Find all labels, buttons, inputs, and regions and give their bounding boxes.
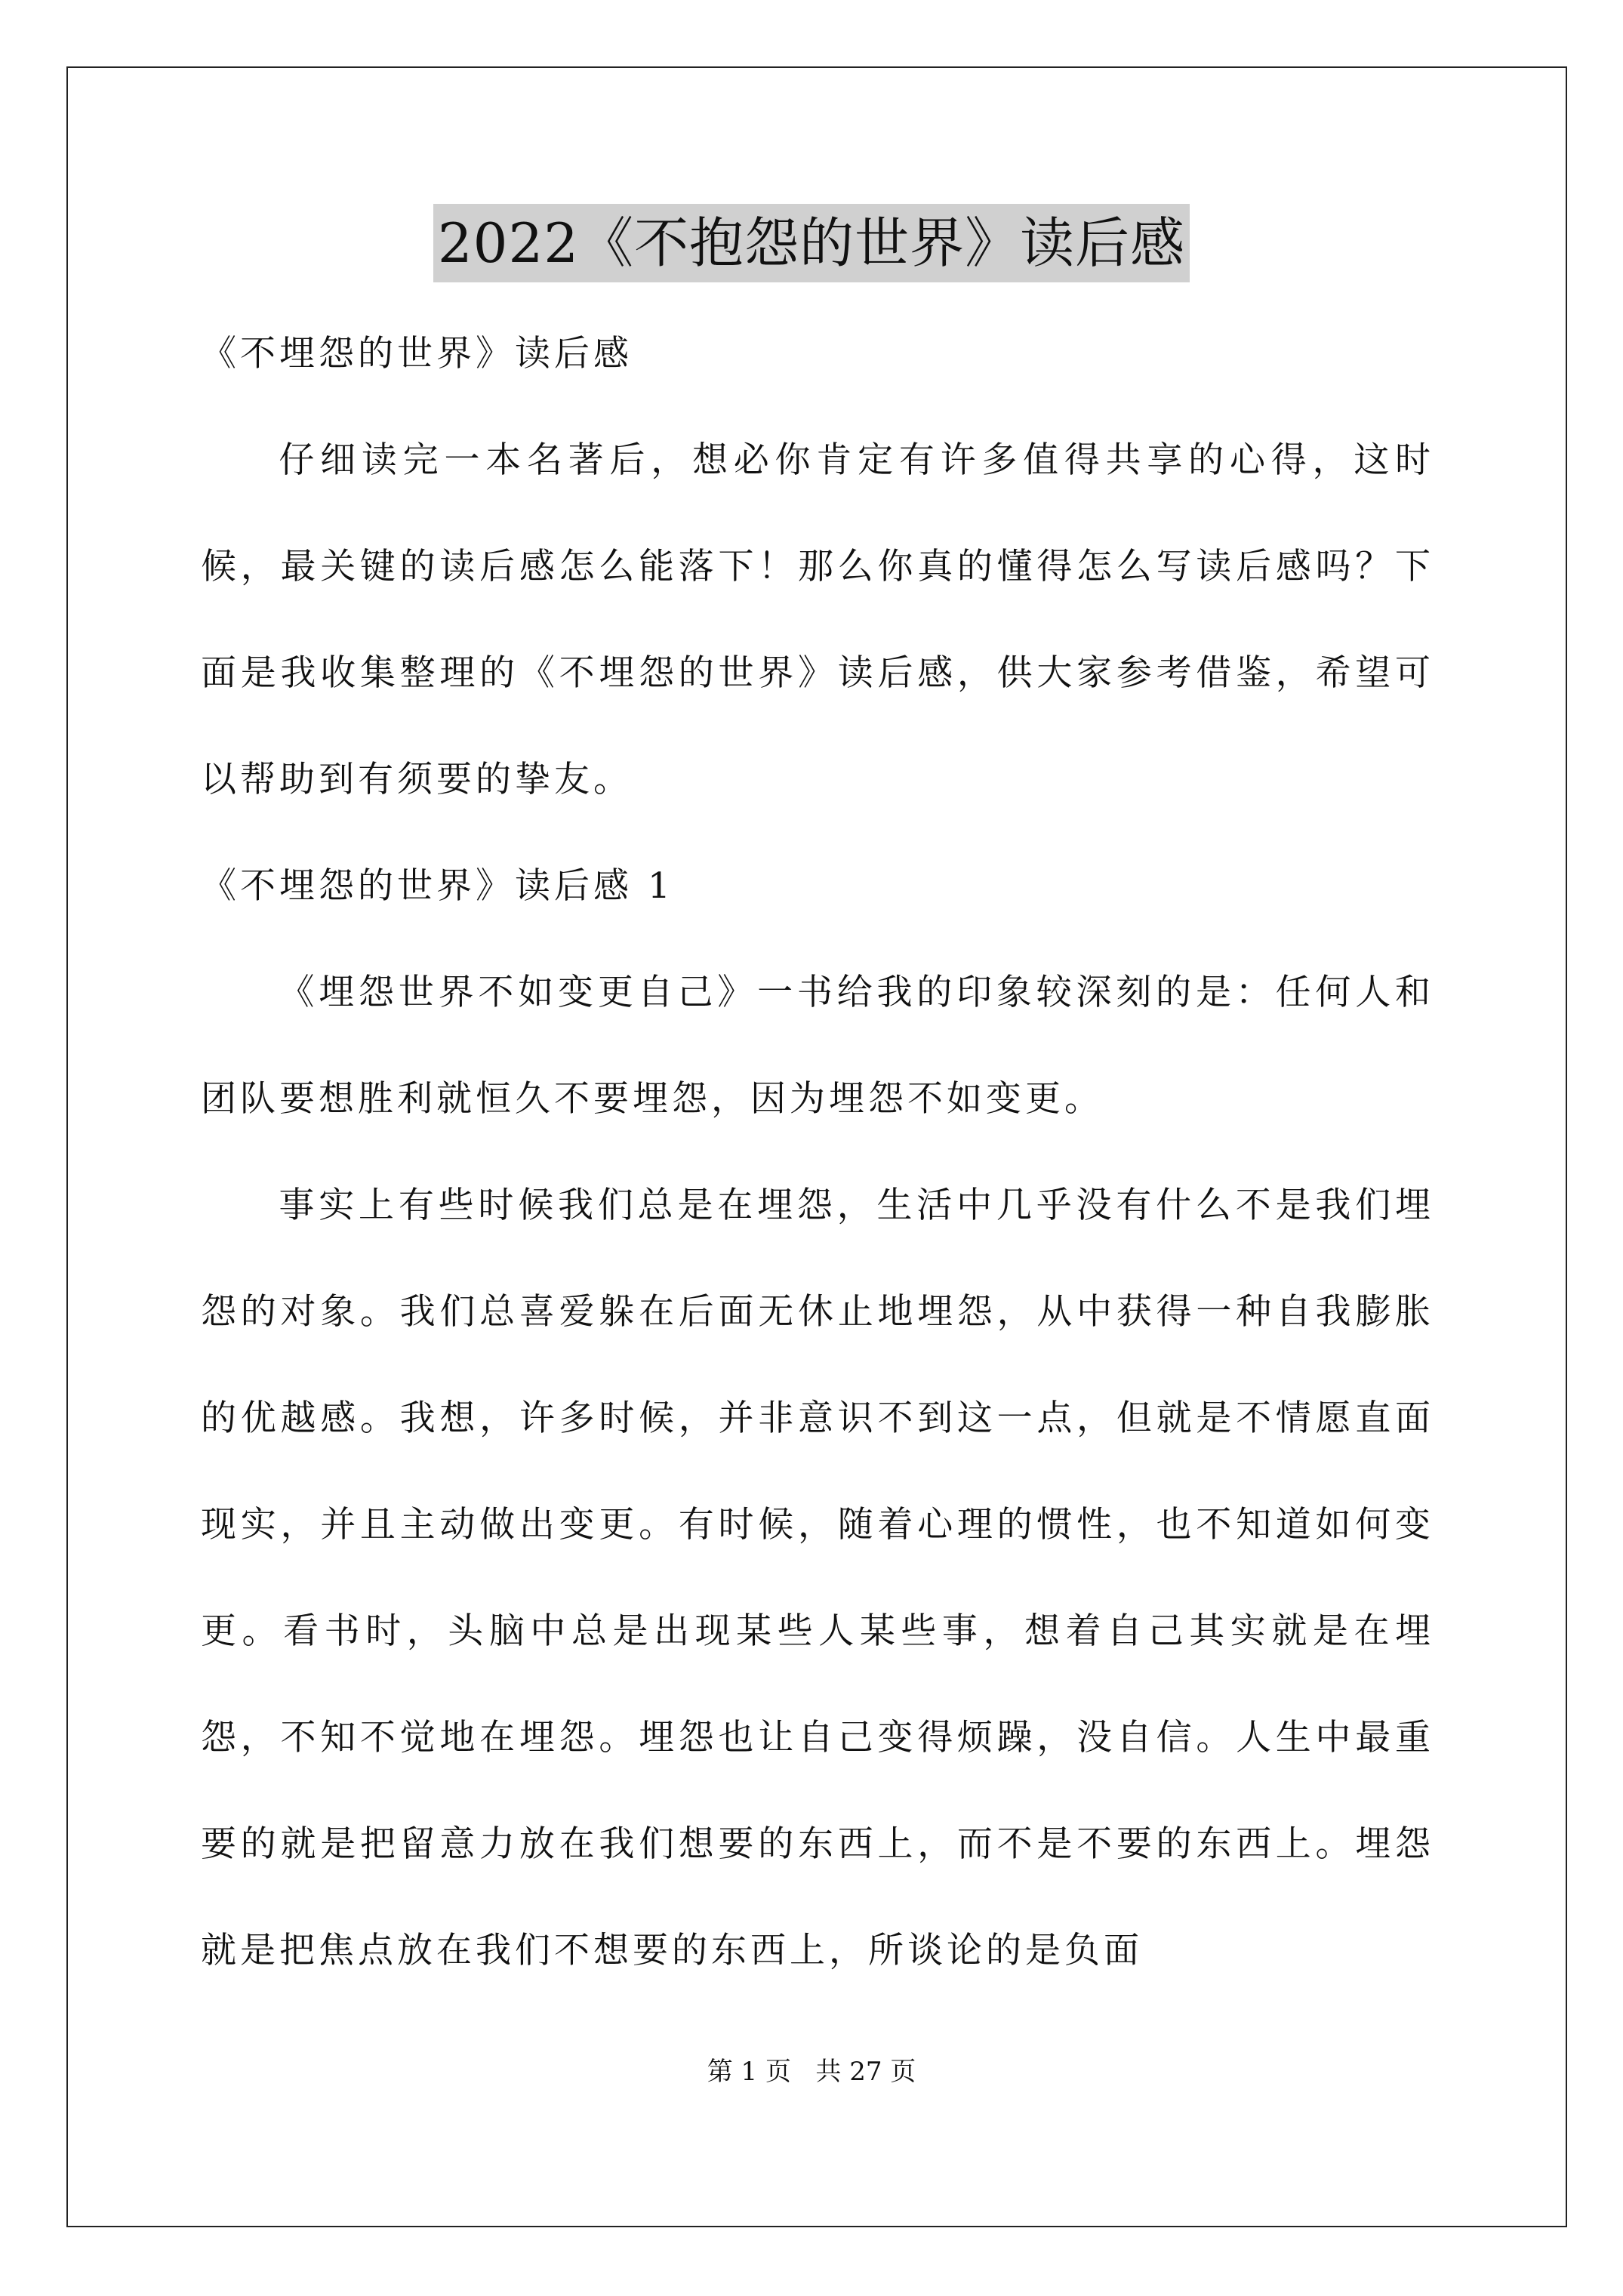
section-heading: 《不埋怨的世界》读后感 bbox=[201, 333, 633, 374]
document-body bbox=[201, 300, 1434, 2004]
title-container bbox=[0, 204, 1623, 282]
body-paragraph: 事实上有些时候我们总是在埋怨，生活中几乎没有什么不是我们埋怨的对象。我们总喜爱躲在后面无休止地埋怨，从中获得一种自我膨胀的优越感。我想，许多时候，并非意识不到这一点，但就是不情愿直面现实，并且主动做出变更。有时候，随着心理的惯性，也不知道如何变更。看书时，头脑中总是出现某些人某些事，想着自己其实就是在埋怨，不知不觉地在埋怨。埋怨也让自己变得烦躁，没自信。人生中最重要的就是把留意力放在我们想要的东西上，而不是不要的东西上。埋怨就是把焦点放在我们不想要的东西上，所谈论的是负面 bbox=[201, 1185, 1434, 1971]
section-heading: 《不埋怨的世界》读后感 1 bbox=[201, 865, 674, 907]
body-paragraph: 仔细读完一本名著后，想必你肯定有许多值得共享的心得，这时候，最关键的读后感怎么能落下！那么你真的懂得怎么写读后感吗？下面是我收集整理的《不埋怨的世界》读后感，供大家参考借鉴，希望可以帮助到有须要的挚友。 bbox=[201, 439, 1434, 800]
page-footer: 第 1 页 共 27 页 bbox=[707, 2057, 916, 2087]
body-paragraph: 《埋怨世界不如变更自己》一书给我的印象较深刻的是：任何人和团队要想胜利就恒久不要埋怨，因为埋怨不如变更。 bbox=[201, 972, 1434, 1120]
document-title: 2022《不抱怨的世界》读后感 bbox=[433, 204, 1190, 282]
